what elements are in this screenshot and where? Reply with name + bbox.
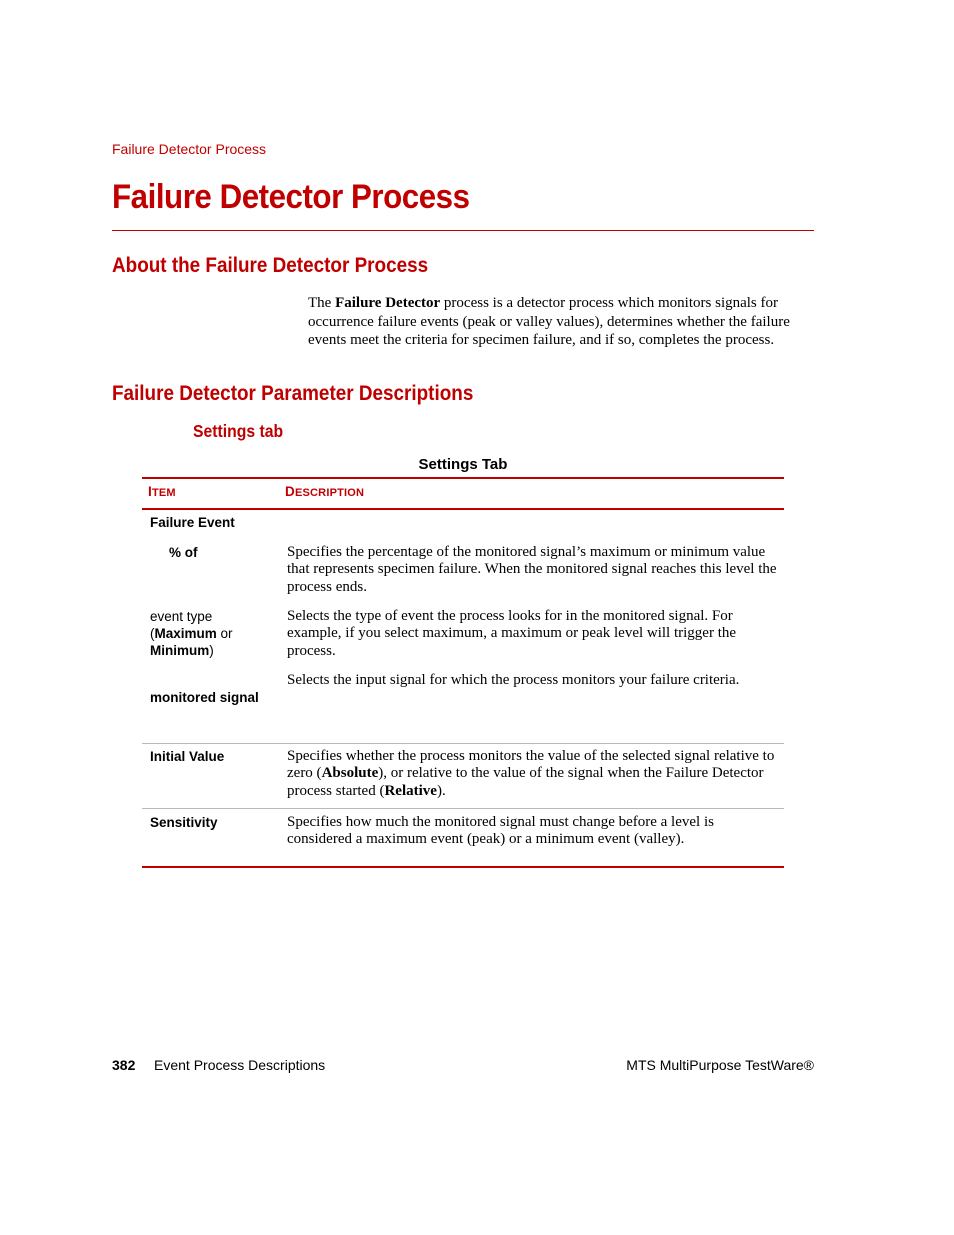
item-event-type-minimum: Minimum [150, 643, 210, 658]
section-heading-about: About the Failure Detector Process [112, 254, 429, 277]
item-percent-of: % of [169, 545, 198, 560]
about-text-start: The [308, 295, 336, 311]
desc-initial-value-part1: Specifies whether the process monitors the value of the selected signal relative to zero ( [287, 748, 775, 782]
item-event-type-label: event type [150, 609, 213, 624]
item-event-type [150, 608, 233, 659]
column-header-item [148, 484, 176, 499]
desc-initial-value-relative: Relative [384, 782, 437, 799]
item-monitored-signal: monitored signal [150, 690, 259, 705]
desc-initial-value [287, 748, 779, 800]
desc-sensitivity: Specifies how much the monitored signal must change before a level is considered a maximum event (peak) or a minimum event (valley). [287, 814, 714, 848]
table-caption: Settings Tab [418, 456, 508, 473]
item-failure-event: Failure Event [150, 515, 235, 530]
table-header-rule [142, 508, 784, 510]
page-number: 382 [112, 1057, 136, 1073]
desc-event-type: Selects the type of event the process looks for in the monitored signal. For example, if you select maximum, a maximum or peak level will trigger the process. [287, 608, 737, 659]
column-header-item-rest: TEM [151, 487, 176, 499]
footer-product: MTS MultiPurpose TestWare® [626, 1057, 814, 1073]
table-bottom-rule [142, 866, 784, 868]
about-text-end: process is a detector process which monitors signals for occurrence failure events (peak or valley values), determines whether the failure events meet the criteria for specimen failure, and if so, completes the process. [308, 295, 790, 348]
column-header-description-initial: D [285, 484, 295, 499]
item-event-type-close: ) [209, 643, 214, 658]
title-divider [112, 230, 814, 231]
subheading-settings-tab: Settings tab [193, 421, 284, 441]
desc-monitored-signal: Selects the input signal for which the process monitors your failure criteria. [287, 672, 740, 688]
item-initial-value: Initial Value [150, 749, 225, 764]
item-event-type-maximum: Maximum [154, 626, 217, 641]
item-event-type-open: ( [150, 626, 155, 641]
column-header-description-rest: ESCRIPTION [294, 487, 365, 499]
item-sensitivity: Sensitivity [150, 815, 218, 830]
table-top-rule [142, 477, 784, 479]
section-heading-params: Failure Detector Parameter Descriptions [112, 382, 474, 405]
footer-chapter: Event Process Descriptions [154, 1057, 326, 1073]
row-divider [142, 808, 784, 809]
column-header-description [285, 484, 364, 499]
about-text-bold: Failure Detector [335, 295, 441, 311]
desc-percent-of: Specifies the percentage of the monitored signal’s maximum or minimum value that represents specimen failure. When the monitored signal reaches this level the process ends. [287, 544, 777, 595]
column-header-item-initial: I [148, 484, 152, 499]
item-event-type-or: or [216, 626, 233, 641]
about-paragraph [308, 294, 814, 350]
desc-initial-value-part3: ). [436, 782, 446, 799]
desc-initial-value-absolute: Absolute [321, 765, 379, 782]
row-divider [142, 743, 784, 744]
running-head: Failure Detector Process [112, 141, 267, 157]
page-title: Failure Detector Process [112, 178, 470, 216]
desc-initial-value-part2: ), or relative to the value of the signal when the Failure Detector process started ( [287, 765, 764, 799]
